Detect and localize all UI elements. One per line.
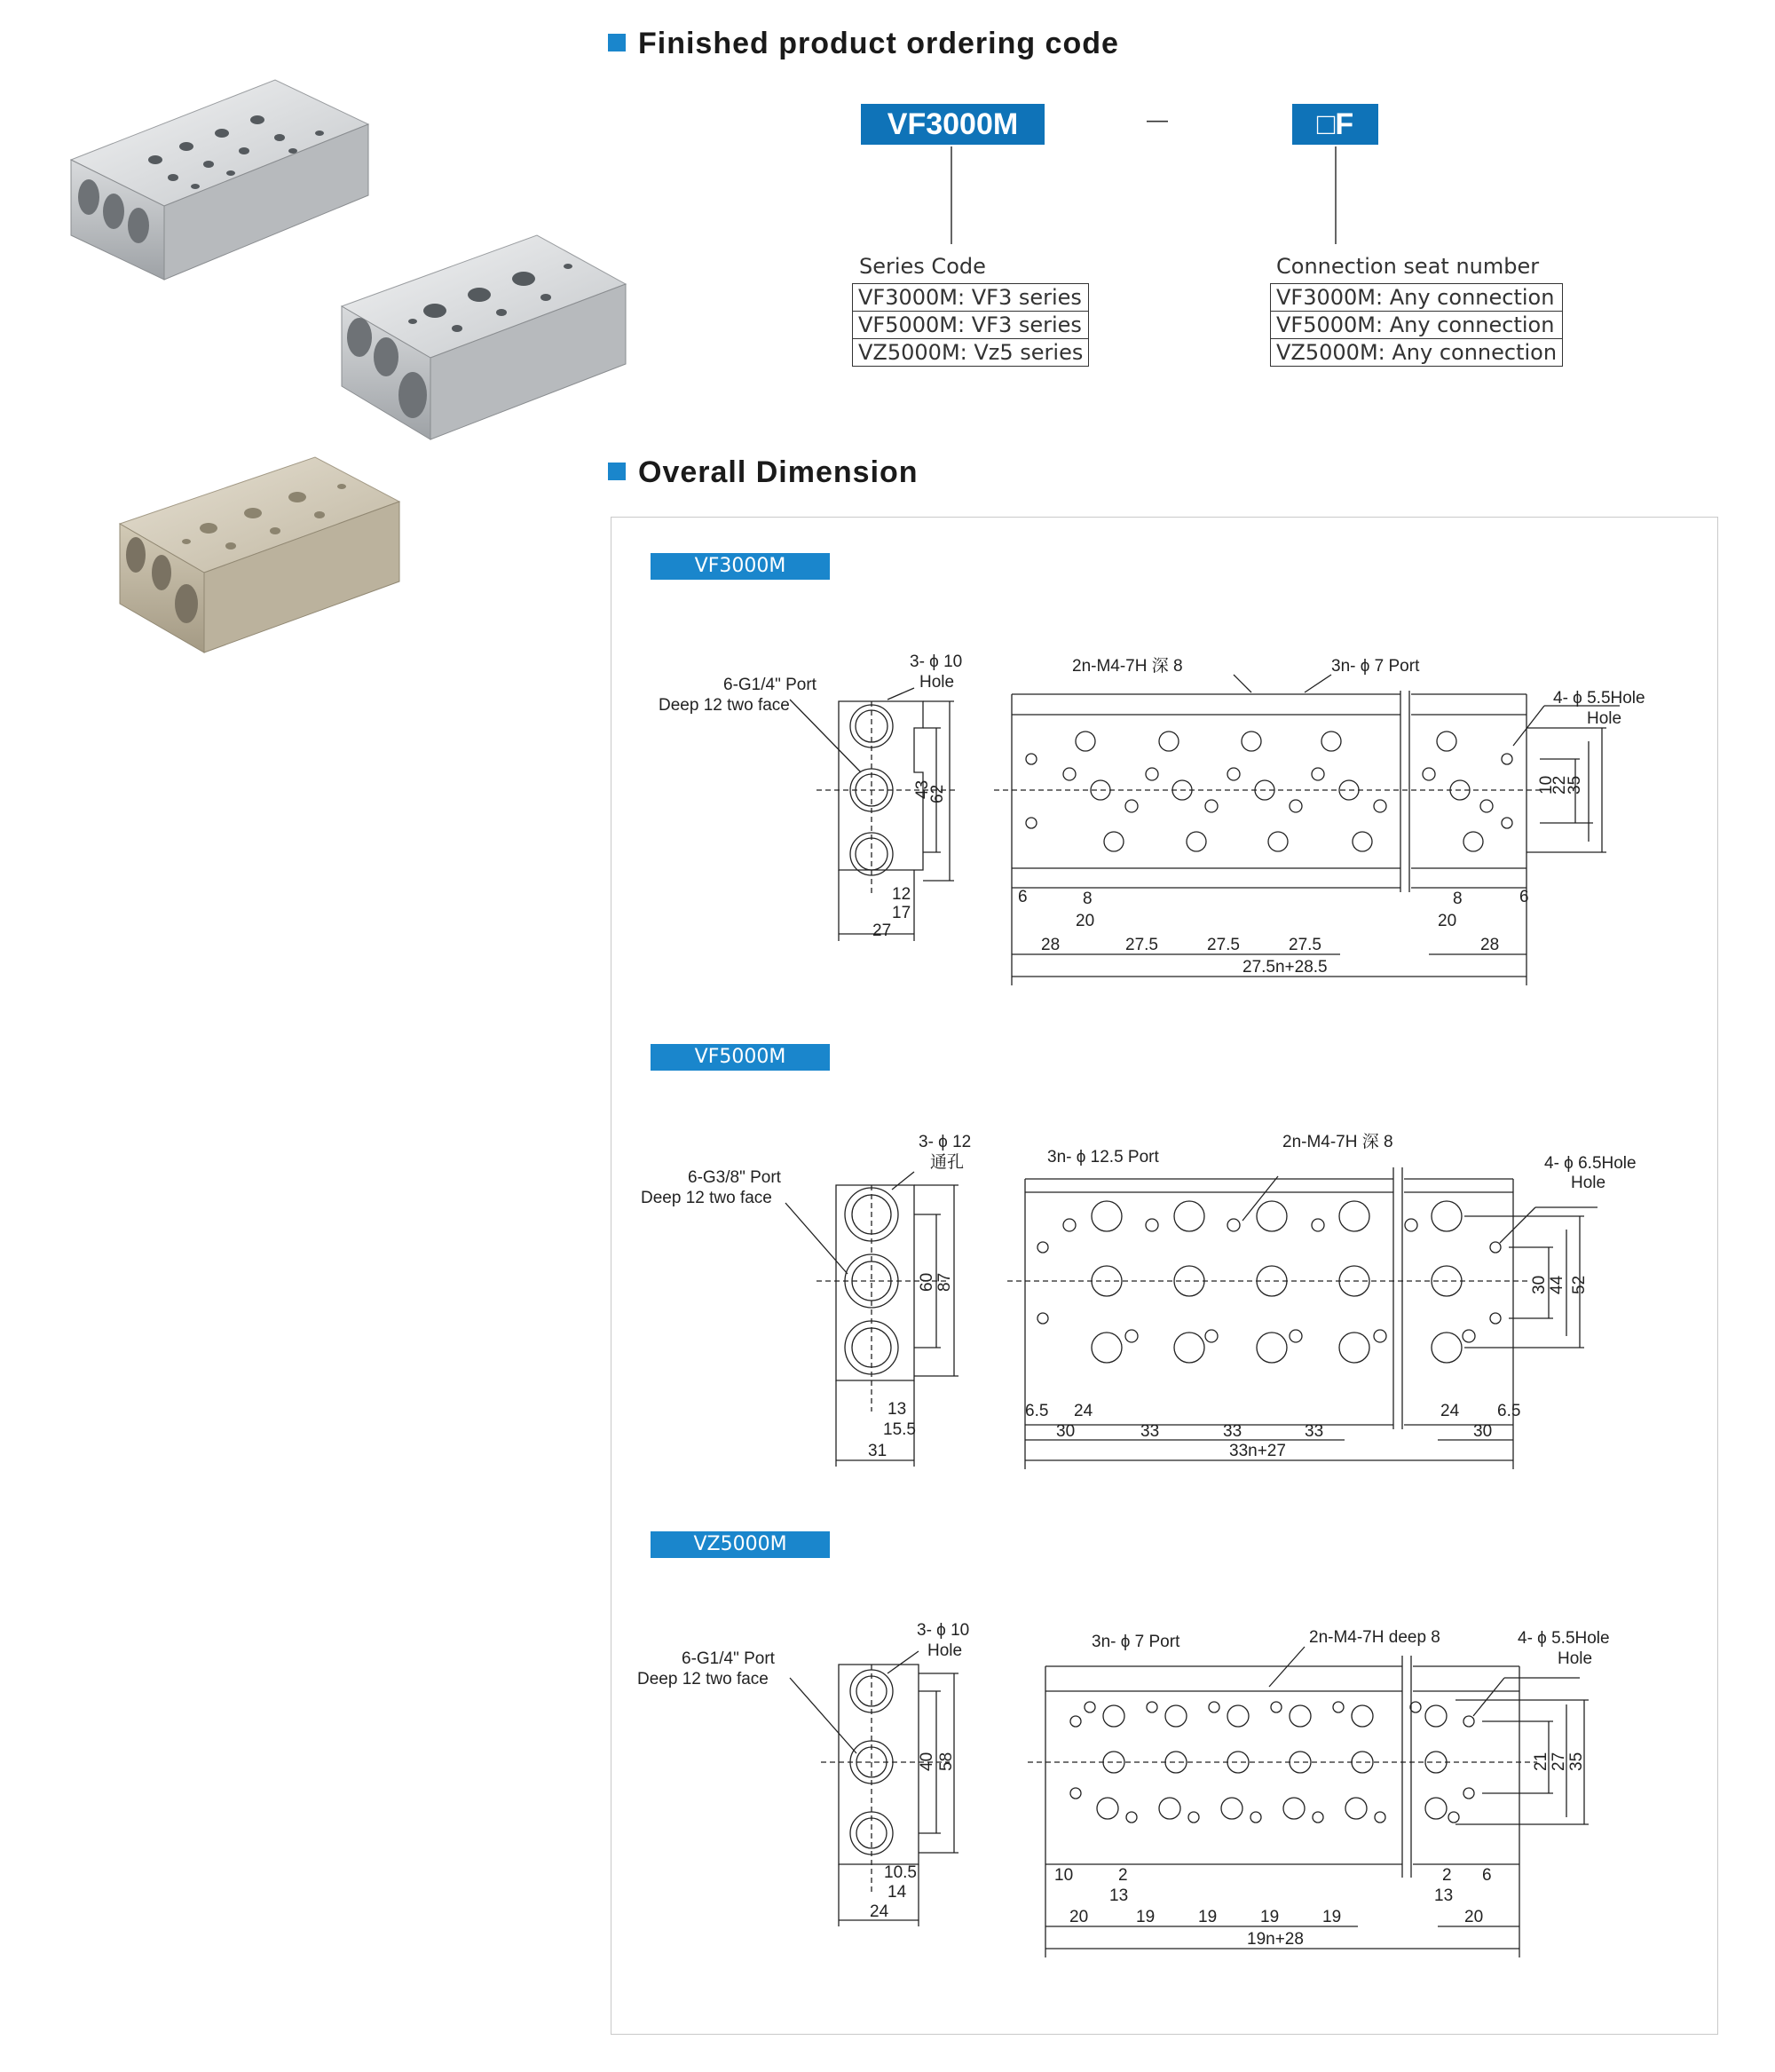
dim-label: 19 bbox=[1136, 1908, 1156, 1926]
dim-label: 10.5 bbox=[884, 1863, 917, 1882]
dim-label: 6 bbox=[1482, 1866, 1492, 1885]
drawing-vz5000m bbox=[621, 1611, 1713, 1984]
dim-label: 17 bbox=[892, 904, 911, 922]
dim-label: 13 bbox=[1109, 1886, 1129, 1905]
vf3000m-side-view bbox=[790, 688, 958, 941]
dim-label: 35 bbox=[1567, 1752, 1586, 1771]
dim-label: 33n+27 bbox=[1229, 1442, 1286, 1460]
connection-row: VF5000M: Any connection bbox=[1271, 312, 1563, 339]
dim-label: 28 bbox=[1041, 936, 1061, 954]
vf3000m-port-holes bbox=[1026, 732, 1512, 851]
ordering-leader-lines bbox=[0, 0, 1775, 266]
tag-vf5000m: VF5000M bbox=[651, 1044, 830, 1071]
dim-label: 58 bbox=[937, 1752, 956, 1771]
label: 3n- ϕ 7 Port bbox=[1092, 1633, 1180, 1651]
dimension-section-title bbox=[608, 455, 919, 490]
label: 6-G1/4" Port bbox=[723, 676, 816, 694]
label: 6-G3/8" Port bbox=[688, 1168, 781, 1187]
label: Hole bbox=[927, 1641, 963, 1660]
dim-label: 20 bbox=[1069, 1908, 1089, 1926]
dim-label: 2 bbox=[1118, 1866, 1128, 1885]
label: 3n- ϕ 7 Port bbox=[1331, 657, 1420, 676]
dim-label: 10 bbox=[1054, 1866, 1074, 1885]
series-code-label: Series Code bbox=[859, 254, 986, 279]
drawing-vf3000m bbox=[621, 639, 1713, 994]
dim-label: 20 bbox=[1464, 1908, 1484, 1926]
series-row: VF5000M: VF3 series bbox=[853, 312, 1089, 339]
vf5000m-port-holes bbox=[1037, 1201, 1501, 1363]
dim-label: 15.5 bbox=[883, 1420, 916, 1439]
label: Deep 12 two face bbox=[659, 696, 790, 715]
series-row: VF3000M: VF3 series bbox=[853, 284, 1089, 312]
dim-label: 60 bbox=[918, 1272, 936, 1292]
dim-label: 10 bbox=[1537, 775, 1556, 795]
dim-label: 33 bbox=[1305, 1422, 1324, 1441]
dim-label: 24 bbox=[1074, 1402, 1093, 1420]
dim-label: 21 bbox=[1532, 1752, 1550, 1771]
connection-seat-label: Connection seat number bbox=[1276, 254, 1540, 279]
label: 2n-M4-7H deep 8 bbox=[1309, 1628, 1440, 1647]
dim-label: 24 bbox=[870, 1902, 889, 1921]
label: Deep 12 two face bbox=[637, 1670, 769, 1688]
dim-label: 87 bbox=[935, 1272, 954, 1292]
label: 4- ϕ 6.5Hole bbox=[1544, 1154, 1637, 1173]
dim-label: 30 bbox=[1473, 1422, 1493, 1441]
label: 3- ϕ 12 bbox=[919, 1133, 972, 1151]
vf5000m-side-view bbox=[785, 1172, 958, 1467]
dim-label: 24 bbox=[1440, 1402, 1460, 1420]
label: Hole bbox=[1571, 1174, 1606, 1192]
dim-label: 52 bbox=[1570, 1275, 1589, 1294]
dim-label: 33 bbox=[1223, 1422, 1242, 1441]
tag-vz5000m: VZ5000M bbox=[651, 1531, 830, 1558]
label: 6-G1/4" Port bbox=[682, 1649, 775, 1668]
series-code-table bbox=[852, 283, 1089, 367]
dim-label: 62 bbox=[928, 784, 947, 803]
dim-label: 27.5 bbox=[1207, 936, 1240, 954]
dim-label: 30 bbox=[1056, 1422, 1076, 1441]
dim-label: 31 bbox=[868, 1442, 888, 1460]
label: 4- ϕ 5.5Hole bbox=[1553, 689, 1645, 708]
label: Deep 12 two face bbox=[641, 1189, 772, 1207]
vz5000m-side-view bbox=[790, 1651, 958, 1926]
dim-label: 27.5 bbox=[1289, 936, 1321, 954]
dim-label: 6 bbox=[1519, 888, 1529, 906]
dim-label: 14 bbox=[888, 1883, 907, 1902]
dim-label: 8 bbox=[1453, 890, 1463, 908]
vf3000m-labels bbox=[659, 652, 1645, 977]
dim-label: 13 bbox=[888, 1400, 907, 1419]
dim-label: 6.5 bbox=[1497, 1402, 1521, 1420]
label: Hole bbox=[919, 673, 955, 692]
dim-label: 19n+28 bbox=[1247, 1930, 1304, 1949]
vf5000m-top-view bbox=[1007, 1167, 1598, 1469]
dim-label: 6 bbox=[1018, 888, 1028, 906]
dim-label: 13 bbox=[1434, 1886, 1454, 1905]
dim-label: 27 bbox=[872, 921, 892, 940]
dim-label: 8 bbox=[1083, 890, 1093, 908]
dimension-title-text: Overall Dimension bbox=[638, 455, 919, 489]
dim-label: 27.5n+28.5 bbox=[1242, 958, 1328, 977]
dim-label: 44 bbox=[1548, 1275, 1566, 1294]
dim-label: 12 bbox=[892, 885, 911, 904]
drawing-vf5000m bbox=[621, 1119, 1713, 1474]
connection-row: VF3000M: Any connection bbox=[1271, 284, 1563, 312]
label: 2n-M4-7H 深 8 bbox=[1072, 657, 1183, 676]
vz5000m-labels bbox=[637, 1621, 1610, 1949]
dim-label: 20 bbox=[1438, 912, 1457, 930]
dim-label: 19 bbox=[1198, 1908, 1218, 1926]
label: 2n-M4-7H 深 8 bbox=[1282, 1133, 1393, 1151]
dim-label: 6.5 bbox=[1025, 1402, 1049, 1420]
dim-label: 35 bbox=[1566, 775, 1584, 795]
dim-label: 27 bbox=[1550, 1752, 1568, 1771]
label: 通孔 bbox=[930, 1153, 965, 1172]
label: 3n- ϕ 12.5 Port bbox=[1047, 1148, 1159, 1166]
dim-label: 20 bbox=[1076, 912, 1095, 930]
dim-label: 28 bbox=[1480, 936, 1500, 954]
connection-seat-table bbox=[1270, 283, 1563, 367]
dim-label: 22 bbox=[1550, 775, 1569, 795]
dim-label: 40 bbox=[918, 1752, 936, 1771]
manifold-photo-vz5000m bbox=[120, 457, 399, 652]
label: Hole bbox=[1558, 1649, 1593, 1668]
dim-label: 19 bbox=[1260, 1908, 1280, 1926]
tag-vf3000m: VF3000M bbox=[651, 553, 830, 580]
ordering-title-text: Finished product ordering code bbox=[638, 27, 1119, 60]
dim-label: 2 bbox=[1442, 1866, 1452, 1885]
label: 3- ϕ 10 bbox=[910, 652, 963, 671]
series-row: VZ5000M: Vz5 series bbox=[853, 339, 1089, 367]
label: Hole bbox=[1587, 709, 1622, 728]
vf5000m-labels bbox=[641, 1132, 1637, 1460]
vz5000m-top-view bbox=[1028, 1647, 1589, 1957]
dim-label: 27.5 bbox=[1125, 936, 1158, 954]
dim-label: 33 bbox=[1140, 1422, 1160, 1441]
suffix-code-box: □F bbox=[1292, 104, 1378, 145]
code-separator: — bbox=[1147, 108, 1168, 132]
label: 4- ϕ 5.5Hole bbox=[1518, 1629, 1610, 1648]
dim-label: 43 bbox=[913, 779, 932, 799]
dim-label: 19 bbox=[1322, 1908, 1342, 1926]
dim-label: 30 bbox=[1530, 1275, 1549, 1294]
section-bullet-icon bbox=[608, 463, 626, 480]
label: 3- ϕ 10 bbox=[917, 1621, 970, 1640]
model-code-box: VF3000M bbox=[861, 104, 1045, 145]
connection-row: VZ5000M: Any connection bbox=[1271, 339, 1563, 367]
